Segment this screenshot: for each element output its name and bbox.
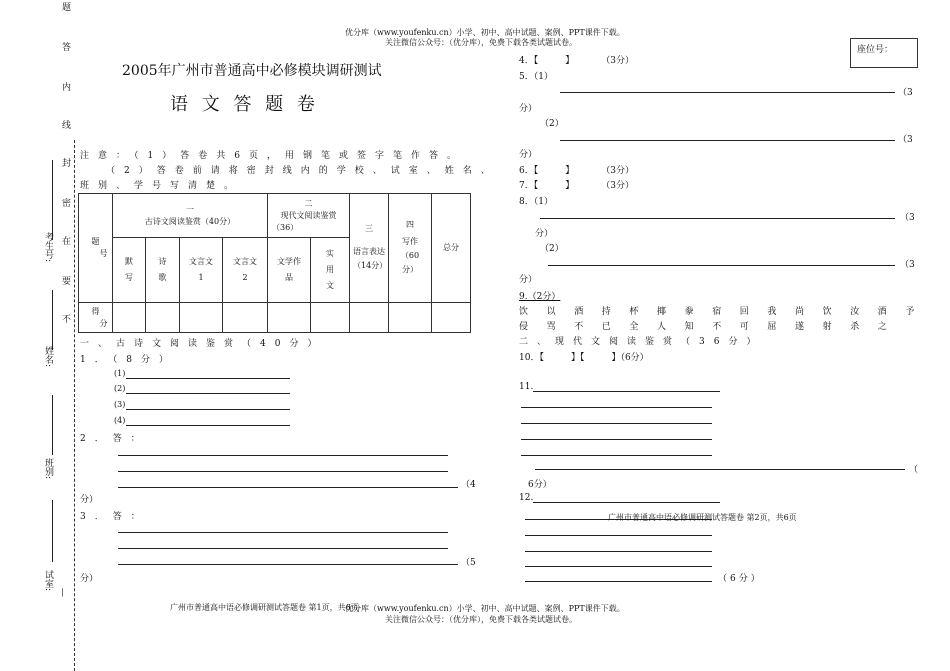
q12-points: （6分） xyxy=(718,574,763,584)
defen-label: 得 xyxy=(91,306,100,316)
footer-page-2: 广州市普通高中语必修调研测试答题卷 第2页，共6页 xyxy=(608,513,797,522)
q5-2-answer-line[interactable] xyxy=(560,140,895,141)
q11-label: 11. xyxy=(519,382,534,392)
score-cell[interactable] xyxy=(311,303,350,333)
q9-text-line-1: 饮以酒持杯揶豢宿回我尚饮汝酒予 xyxy=(519,307,934,317)
header-ad-subline: 关注微信公众号：（优分库），免费下载各类试题试卷。 xyxy=(385,38,577,47)
section1-header xyxy=(113,194,268,238)
answer-sheet-title: 语 文 答 题 卷 xyxy=(170,94,319,115)
room-field[interactable] xyxy=(52,500,53,562)
margin-dash: — xyxy=(57,588,67,597)
q5-2-points-a: （3 xyxy=(898,135,913,145)
footer-page-1: 广州市普通高中语必修调研测试答题卷 第1页，共6页 xyxy=(170,603,359,612)
q3-answer-line[interactable] xyxy=(118,564,458,565)
q3-points-a: （5 xyxy=(461,558,476,568)
q5-label: 5．（1） xyxy=(519,72,553,82)
seat-number-label: 座位号： xyxy=(857,45,894,55)
total-header: 总分 xyxy=(432,194,471,303)
section1-heading: 一、古诗文阅读鉴赏（40分） xyxy=(80,339,326,349)
sub-header-moxie: 默写 xyxy=(113,238,146,303)
q2-points-b: 分） xyxy=(80,495,99,505)
q8-label: 8．（1） xyxy=(519,197,553,207)
section4-number: 四 xyxy=(406,220,414,229)
q1-item-label: (2) xyxy=(114,384,126,393)
q12-answer-line[interactable] xyxy=(525,581,712,582)
section1-name: 古诗文阅读鉴赏（40分） xyxy=(144,216,236,226)
class-field[interactable] xyxy=(52,395,53,455)
fen-label: 分 xyxy=(99,318,108,328)
q8-points-a: （3 xyxy=(900,213,915,223)
score-cell[interactable] xyxy=(432,303,471,333)
q8-2-points-b: 分） xyxy=(519,275,538,285)
q12-label: 12. xyxy=(519,493,534,503)
q10-label: 10．【 】【 】（6分） xyxy=(519,353,649,363)
q1-label: 1．（8分） xyxy=(80,355,177,365)
q12-answer-line[interactable] xyxy=(533,502,720,503)
defen-header xyxy=(79,303,113,333)
section1-number: 一 xyxy=(186,204,194,214)
score-cell[interactable] xyxy=(146,303,180,333)
q8-2-answer-line[interactable] xyxy=(548,265,895,266)
q11-answer-line[interactable] xyxy=(521,455,712,456)
q8-points-b: 分） xyxy=(535,229,554,239)
seal-char: 要 xyxy=(60,276,70,285)
seal-char: 不 xyxy=(60,314,70,323)
section2-number: 二 xyxy=(304,198,313,208)
score-cell[interactable] xyxy=(350,303,389,333)
header-ad-line: 优分库（www.youfenku.cn）小学、初中、高中试题、案例、PPT课件下载。 xyxy=(345,28,625,37)
section4-header xyxy=(389,194,432,303)
footer-ad-subline: 关注微信公众号：（优分库），免费下载各类试题试卷。 xyxy=(385,615,577,624)
tihao-header xyxy=(79,194,113,303)
class-label: 班别: xyxy=(43,458,53,480)
q3-answer-line[interactable] xyxy=(118,532,448,533)
q6-label: 6．【 】 （3分） xyxy=(519,166,634,176)
section2-heading: 二、现代文阅读鉴赏（36分） xyxy=(519,337,765,347)
section3-number: 三 xyxy=(365,224,373,233)
q11-answer-line[interactable] xyxy=(521,439,712,440)
seat-number-box xyxy=(850,38,918,68)
q5-points-b: 分） xyxy=(519,104,538,114)
q2-answer-line[interactable] xyxy=(118,471,448,472)
q12-answer-line[interactable] xyxy=(525,535,712,536)
seal-char: 内 xyxy=(60,82,70,91)
q1-answer-line[interactable] xyxy=(126,378,290,379)
q3-points-b: 分） xyxy=(80,574,99,584)
q2-answer-line[interactable] xyxy=(118,455,448,456)
q12-answer-line[interactable] xyxy=(525,566,712,567)
exam-number-label: 考生号: xyxy=(43,232,53,263)
q9-label: 9.（2分） xyxy=(519,292,561,302)
seal-char: 线 xyxy=(60,120,70,129)
section2-points: （36） xyxy=(272,222,299,232)
score-cell[interactable] xyxy=(389,303,432,333)
score-cell[interactable] xyxy=(268,303,311,333)
sub-header-shiyong: 实用文 xyxy=(311,238,350,303)
q11-answer-line[interactable] xyxy=(535,469,905,470)
hao-label: 号 xyxy=(99,249,108,258)
exam-number-field[interactable] xyxy=(52,160,53,240)
sub-header-wenyan1: 文言文1 xyxy=(180,238,223,303)
section3-header xyxy=(350,194,389,303)
sub-header-wenxue: 文学作品 xyxy=(268,238,311,303)
q1-answer-line[interactable] xyxy=(126,409,290,410)
section3-name: 语言表达（14分） xyxy=(353,247,388,270)
q2-answer-line[interactable] xyxy=(118,487,458,488)
score-cell[interactable] xyxy=(113,303,146,333)
q1-item-label: (3) xyxy=(114,400,126,409)
sub-header-wenyan2: 文言文2 xyxy=(223,238,268,303)
q3-answer-line[interactable] xyxy=(118,548,448,549)
exam-title: 2005年广州市普通高中必修模块调研测试 xyxy=(122,63,382,79)
name-field[interactable] xyxy=(52,290,53,350)
q2-label: 2．答： xyxy=(80,434,149,444)
q5-2-points-b: 分） xyxy=(519,150,538,160)
seal-char: 题 xyxy=(60,2,70,11)
q8-2-label: （2） xyxy=(540,244,564,254)
note-line-2: （2）答卷前请将密封线内的学校、试室、姓名、 xyxy=(106,166,499,176)
score-cell[interactable] xyxy=(223,303,268,333)
seal-char: 密 xyxy=(60,198,70,207)
q11-points-b: 6分） xyxy=(528,480,552,490)
q9-text-line-2: 侵骂不已全人知不可屈遂射杀之 xyxy=(519,322,906,332)
binding-line xyxy=(74,140,75,671)
q11-answer-line[interactable] xyxy=(533,391,720,392)
q1-answer-line[interactable] xyxy=(126,393,290,394)
q5-points-a: （3 xyxy=(898,88,913,98)
q12-answer-line[interactable] xyxy=(525,551,712,552)
section4-name: 写作（60分） xyxy=(400,237,420,274)
q7-label: 7．【 】 （3分） xyxy=(519,181,634,191)
score-cell[interactable] xyxy=(180,303,223,333)
q1-item-label: (4) xyxy=(114,416,126,425)
q8-2-points-a: （3 xyxy=(900,260,915,270)
footer-ad-line: 优分库（www.youfenku.cn）小学、初中、高中试题、案例、PPT课件下载。 xyxy=(345,604,625,613)
q8-answer-line[interactable] xyxy=(540,218,895,219)
score-table xyxy=(78,193,471,333)
room-label: 试室: xyxy=(43,570,53,592)
q11-answer-line[interactable] xyxy=(521,407,712,408)
seal-char: 在 xyxy=(60,236,70,245)
seal-char: 封 xyxy=(60,158,70,167)
seal-char: 答 xyxy=(60,42,70,51)
section2-name: 现代文阅读鉴赏 xyxy=(280,210,337,220)
name-label: 姓名: xyxy=(43,346,53,368)
q11-answer-line[interactable] xyxy=(521,423,712,424)
q3-label: 3．答： xyxy=(80,512,149,522)
section2-header xyxy=(268,194,350,238)
q2-points-a: （4 xyxy=(461,480,476,490)
q1-item-label: (1) xyxy=(114,369,126,378)
sub-header-shige: 诗歌 xyxy=(146,238,180,303)
q4-label: 4．【 】 （3分） xyxy=(519,56,634,66)
q5-answer-line[interactable] xyxy=(560,92,895,93)
q1-answer-line[interactable] xyxy=(126,425,290,426)
q11-points-a: （ xyxy=(909,465,919,475)
q5-2-label: （2） xyxy=(540,119,564,129)
note-line-3: 班别、学号写清楚。 xyxy=(80,181,243,191)
note-line-1: 注意：（1）答卷共6页，用钢笔或签字笔作答。 xyxy=(80,151,465,161)
tihao-label: 题 xyxy=(91,237,100,246)
